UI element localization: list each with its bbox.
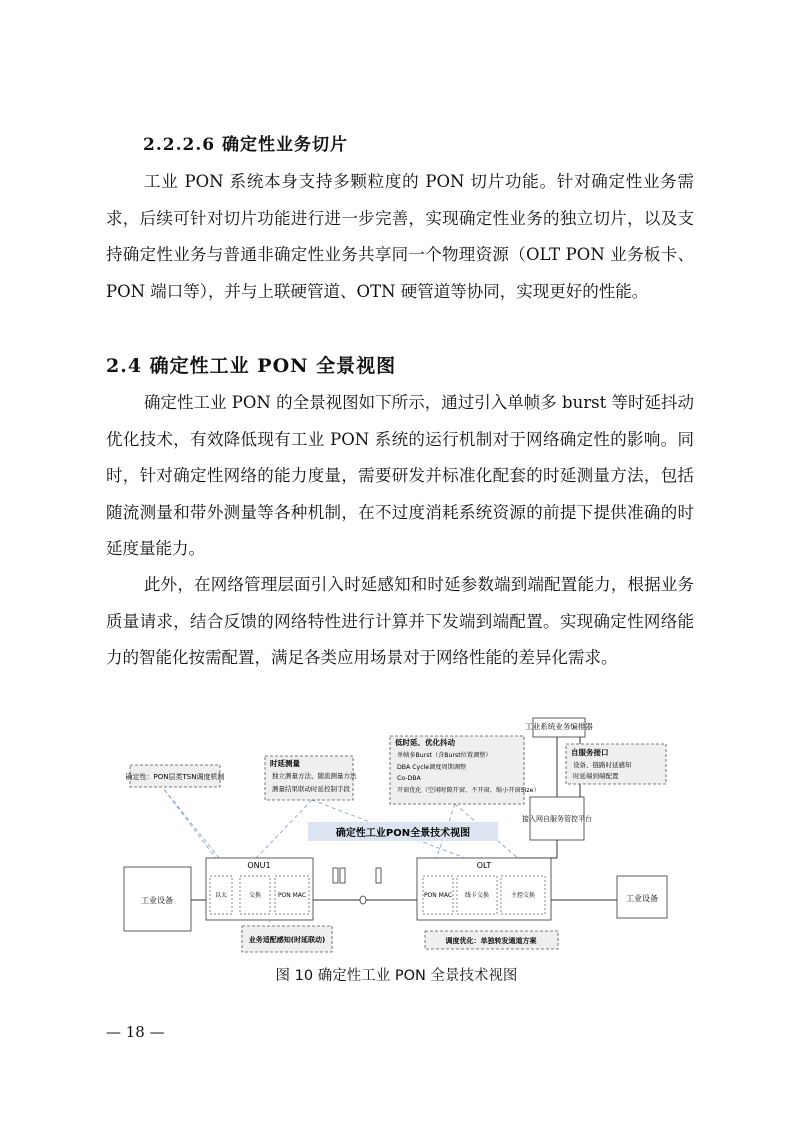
low-latency-item: Co-DBA [397,775,421,782]
tsn-label: 确定性：PON层类TSN调度机制 [125,773,225,781]
panorama-diagram [120,712,673,960]
low-latency-item: 开窗优化（空闲时隙开窗、不开窗、缩小开窗Size） [397,787,540,794]
onu-label: ONU1 [247,861,271,870]
paragraph-slicing: 工业 PON 系统本身支持多颗粒度的 PON 切片功能。针对确定性业务需求，后续可针对切片功能进行进一步完善，实现确定性业务的独立切片，以及支持确定性业务与普通非确定性业务共享同一个物理资源（OLT PON 业务板卡、PON 端口等），并与上联硬管道、OTN 硬管道等协同，实现更好的性能。 [106,172,694,301]
splitter-icon [360,896,366,904]
onu-ethernet-label: 以太 [214,892,228,899]
burst-packets-icon [333,868,381,883]
scheduling-label: 调度优化：单独转发通道方案 [445,937,537,945]
section-heading-2-4: 2.4 确定性工业 PON 全景视图 [106,355,397,377]
olt-main-control-label: 主控交换 [510,892,536,899]
adaptation-label: 业务适配感知(时延联动) [248,936,326,944]
low-latency-item: 单帧多Burst（含Burst位置调整） [397,752,492,759]
page-number: — 18 — [106,1023,165,1041]
self-service-title: 自服务接口 [571,748,609,757]
management-platform-label: 接入网自服务管控平台 [522,815,592,823]
low-latency-title: 低时延、优化抖动 [395,738,455,747]
section-heading-2-2-2-6: 2.2.2.6 确定性业务切片 [143,135,348,155]
delay-measure-item: 测量结果联动时延控制手段 [272,785,350,793]
paragraph-panorama: 确定性工业 PON 的全景视图如下所示，通过引入单帧多 burst 等时延抖动优化技术，有效降低现有工业 PON 系统的运行机制对于网络确定性的影响。同时，针对确定性网络的能力度量，需要研发并标准化配套的时延测量方法，包括随流测量和带外测量等各种机制，在不过度消耗系统资源的前提下提供准确的时延度量能力。 [106,393,694,558]
delay-measure-title: 时延测量 [270,759,300,768]
low-latency-item: DBA Cycle调度周期调整 [397,764,467,771]
delay-measure-item: 独立测量方法、随流测量方法 [272,772,357,780]
self-service-item: 时延端到端配置 [573,772,619,780]
onu-switch-label: 交换 [248,892,262,899]
industrial-device-right-label: 工业设备 [626,894,658,903]
olt-pon-mac-label: PON MAC [423,892,453,899]
panorama-figure [120,712,673,960]
industrial-device-left-label: 工业设备 [141,896,173,905]
orchestrator-label: 工业系统业务编排器 [525,722,593,731]
paragraph-management: 此外，在网络管理层面引入时延感知和时延参数端到端配置能力，根据业务质量请求，结合反馈的网络特性进行计算并下发端到端配置。实现确定性网络能力的智能化按需配置，满足各类应用场景对于网络性能的差异化需求。 [106,575,694,667]
onu-pon-mac-label: PON MAC [277,892,307,899]
olt-line-card-label: 线卡交换 [464,892,490,899]
olt-label: OLT [476,861,492,870]
figure-title: 确定性工业PON全景技术视图 [335,828,471,839]
figure-caption: 图 10 确定性工业 PON 全景技术视图 [275,968,518,984]
self-service-item: 设备、链路时延感知 [573,761,632,769]
